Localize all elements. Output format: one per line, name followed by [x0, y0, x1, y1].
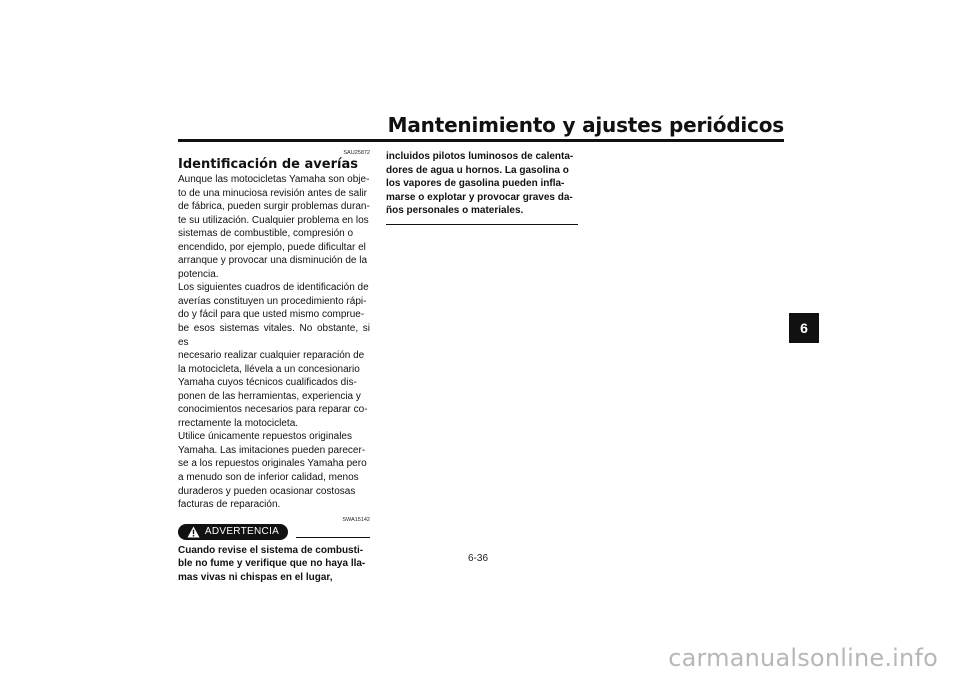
paragraph-2 — [178, 281, 370, 430]
text-line: potencia. — [178, 268, 219, 280]
text-line: do y fácil para que usted mismo comprue- — [178, 309, 365, 321]
text-line: de fábrica, pueden surgir problemas duran- — [178, 201, 370, 213]
text-line: Aunque las motocicletas Yamaha son obje- — [178, 174, 370, 185]
text-line: Los siguientes cuadros de identificación de — [178, 282, 369, 294]
text-line: be esos sistemas vitales. No obstante, si es — [178, 323, 370, 348]
text-line: incluidos pilotos luminosos de calenta- — [386, 151, 574, 162]
text-line: se a los repuestos originales Yamaha pero — [178, 458, 367, 470]
page-header-title: Mantenimiento y ajustes periódicos — [387, 113, 784, 137]
text-line: los vapores de gasolina pueden infla- — [386, 178, 565, 190]
text-line: rrectamente la motocicleta. — [178, 417, 299, 429]
text-line: mas vivas ni chispas en el lugar, — [178, 571, 333, 583]
text-line: Utilice únicamente repuestos originales — [178, 431, 352, 443]
header-rule — [178, 139, 784, 142]
left-column — [178, 150, 370, 584]
text-line: ños personales o materiales. — [386, 205, 524, 217]
text-line: conocimientos necesarios para reparar co- — [178, 404, 368, 416]
section-heading: Identificación de averías — [178, 157, 358, 172]
warning-code: SWA15142 — [342, 516, 370, 523]
section-code: SAU25872 — [343, 150, 370, 156]
warning-badge — [178, 524, 288, 540]
text-line: duraderos y pueden ocasionar costosas — [178, 485, 356, 497]
chapter-tab: 6 — [789, 313, 819, 343]
text-line: Yamaha cuyos técnicos cualificados dis- — [178, 377, 357, 389]
text-line: necesario realizar cualquier reparación de — [178, 350, 365, 362]
page-number: 6-36 — [468, 553, 489, 564]
text-line: encendido, por ejemplo, puede dificultar el — [178, 241, 366, 253]
text-line: ponen de las herramientas, experiencia y — [178, 390, 361, 402]
warning-triangle-icon — [187, 526, 200, 538]
text-line: arranque y provocar una disminución de la — [178, 255, 367, 267]
text-line: marse o explotar y provocar graves da- — [386, 191, 573, 203]
text-line: to de una minuciosa revisión antes de salir — [178, 187, 367, 199]
warning-label: ADVERTENCIA — [204, 526, 280, 538]
watermark: carmanualsonline.info — [668, 644, 938, 672]
warning-rule — [296, 537, 370, 539]
text-line: a menudo son de inferior calidad, menos — [178, 472, 359, 484]
text-line: dores de agua u hornos. La gasolina o — [386, 164, 569, 176]
text-line: la motocicleta, llévela a un concesionario — [178, 363, 360, 375]
right-column — [386, 150, 578, 225]
warning-text-left — [178, 544, 370, 585]
text-line: ble no fume y verifique que no haya lla- — [178, 558, 366, 570]
text-line: te su utilización. Cualquier problema en los — [178, 214, 369, 226]
text-line: sistemas de combustible, compresión o — [178, 228, 354, 240]
paragraph-1 — [178, 173, 370, 281]
warning-end-rule — [386, 224, 578, 226]
text-line: facturas de reparación. — [178, 499, 281, 511]
text-line: averías constituyen un procedimiento rápi- — [178, 295, 367, 307]
warning-header — [178, 524, 370, 540]
text-line: Cuando revise el sistema de combusti- — [178, 544, 364, 556]
paragraph-3 — [178, 430, 370, 511]
text-line: Yamaha. Las imitaciones pueden parecer- — [178, 444, 366, 456]
warning-text-right — [386, 150, 578, 218]
